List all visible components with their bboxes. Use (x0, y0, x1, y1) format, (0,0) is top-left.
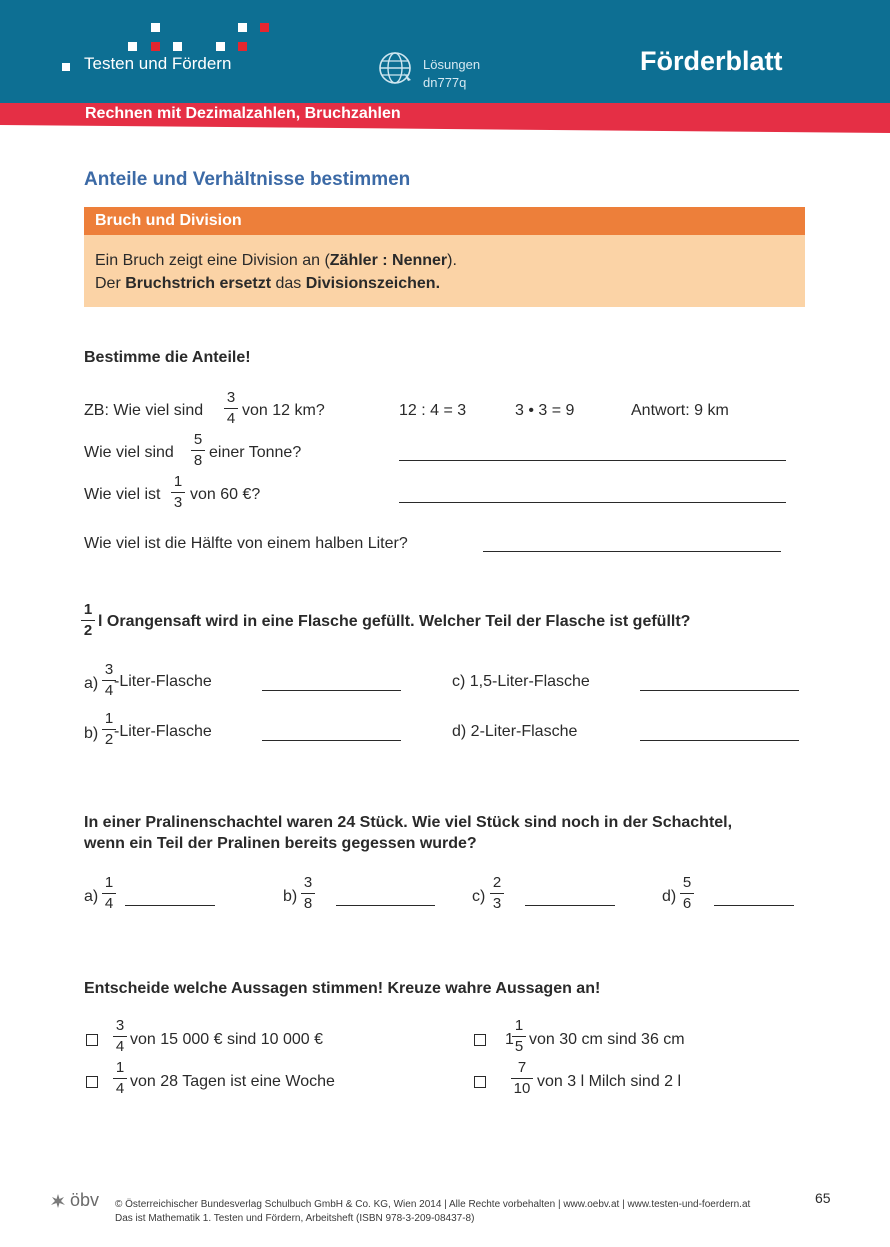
checkbox-statement-4[interactable] (474, 1076, 486, 1088)
page-number: 65 (815, 1190, 831, 1206)
globe-icon (378, 51, 414, 87)
task3-a-fraction: 1 4 (101, 875, 117, 912)
statement-1-fraction: 3 4 (112, 1018, 128, 1055)
task2-a-answer-line[interactable] (262, 690, 401, 691)
task2-heading: l Orangensaft wird in eine Flasche gefüllt. Welcher Teil der Flasche ist gefüllt? (98, 613, 691, 630)
task3-b-answer-line[interactable] (336, 905, 435, 906)
statement-1-text: von 15 000 € sind 10 000 € (130, 1031, 324, 1048)
header-bar (0, 0, 890, 103)
example-fraction: 3 4 (223, 390, 239, 427)
task2-d-answer-line[interactable] (640, 740, 799, 741)
infobox-body (84, 235, 805, 307)
publisher-logo-text: öbv (70, 1190, 100, 1210)
task2-a-text: -Liter-Flasche (114, 673, 212, 690)
task3-b-label: b) (283, 888, 298, 905)
example-calc-2: 3 • 3 = 9 (515, 402, 575, 419)
solutions-label: Lösungen (423, 57, 481, 72)
checkbox-statement-1[interactable] (86, 1034, 98, 1046)
section-title: Anteile und Verhältnisse bestimmen (84, 169, 411, 190)
answer-line-3[interactable] (483, 551, 781, 552)
example-question-pre: ZB: Wie viel sind (84, 402, 204, 419)
task3-c-label: c) (472, 888, 486, 905)
brand-name: Testen und Fördern (84, 54, 232, 73)
question-1-fraction: 5 8 (190, 432, 206, 469)
page-subtitle: Rechnen mit Dezimalzahlen, Bruchzahlen (85, 105, 401, 122)
task3-a-answer-line[interactable] (125, 905, 215, 906)
task2-c-answer-line[interactable] (640, 690, 799, 691)
footer-isbn: Das ist Mathematik 1. Testen und Fördern, Arbeitsheft (ISBN 978-3-209-08437-8) (115, 1213, 475, 1224)
example-calc-1: 12 : 4 = 3 (399, 402, 467, 419)
task2-b-text: -Liter-Flasche (114, 723, 212, 740)
task2-b-label: b) (84, 725, 99, 742)
task3-b-fraction: 3 8 (300, 875, 316, 912)
task2-a-label: a) (84, 675, 99, 692)
infobox-line-2: Der Bruchstrich ersetzt das Divisionszeichen. (95, 275, 441, 292)
example-answer: Antwort: 9 km (631, 402, 729, 419)
statement-2-text: von 28 Tagen ist eine Woche (130, 1073, 335, 1090)
checkbox-statement-2[interactable] (86, 1076, 98, 1088)
question-2-fraction: 1 3 (170, 474, 186, 511)
task3-heading-line-2: wenn ein Teil der Pralinen bereits gegessen wurde? (84, 835, 477, 852)
solutions-link[interactable] (423, 56, 480, 92)
statement-4-text: von 3 l Milch sind 2 l (537, 1073, 682, 1090)
footer-copyright: © Österreichischer Bundesverlag Schulbuch GmbH & Co. KG, Wien 2014 | Alle Rechte vorbehalten | www.oebv.at | www.testen-und-foerdern.at (115, 1199, 751, 1210)
task3-a-label: a) (84, 888, 99, 905)
question-2-post: von 60 €? (190, 486, 261, 503)
task1-heading: Bestimme die Anteile! (84, 349, 251, 366)
checkbox-statement-3[interactable] (474, 1034, 486, 1046)
task3-d-label: d) (662, 888, 677, 905)
task2-c: c) 1,5-Liter-Flasche (452, 673, 590, 690)
oebv-logo-icon (48, 1193, 68, 1209)
example-question-post: von 12 km? (242, 402, 325, 419)
task3-d-answer-line[interactable] (714, 905, 794, 906)
task2-b-answer-line[interactable] (262, 740, 401, 741)
task3-heading-line-1: In einer Pralinenschachtel waren 24 Stück. Wie viel Stück sind noch in der Schachtel, (84, 814, 733, 831)
infobox-title: Bruch und Division (95, 212, 242, 229)
answer-line-1[interactable] (399, 460, 786, 461)
statement-3-fraction: 1 5 (511, 1018, 527, 1055)
statement-3-text: von 30 cm sind 36 cm (529, 1031, 685, 1048)
infobox-header (84, 207, 805, 235)
question-1-pre: Wie viel sind (84, 444, 174, 461)
task2-fraction: 1 2 (80, 602, 96, 639)
answer-line-2[interactable] (399, 502, 786, 503)
task2-a-fraction: 3 4 (101, 662, 117, 699)
question-3: Wie viel ist die Hälfte von einem halben Liter? (84, 535, 408, 552)
statement-2-fraction: 1 4 (112, 1060, 128, 1097)
page-title: Förderblatt (640, 46, 783, 76)
task3-c-answer-line[interactable] (525, 905, 615, 906)
statement-3-whole: 1 (505, 1031, 514, 1048)
task3-c-fraction: 2 3 (489, 875, 505, 912)
task4-heading: Entscheide welche Aussagen stimmen! Kreuze wahre Aussagen an! (84, 980, 601, 997)
task2-b-fraction: 1 2 (101, 711, 117, 748)
solutions-code: dn777q (423, 75, 467, 90)
question-1-post: einer Tonne? (209, 444, 302, 461)
task2-d: d) 2-Liter-Flasche (452, 723, 578, 740)
question-2-pre: Wie viel ist (84, 486, 161, 503)
task3-d-fraction: 5 6 (679, 875, 695, 912)
statement-4-fraction: 7 10 (510, 1060, 534, 1097)
infobox-line-1: Ein Bruch zeigt eine Division an (Zähler : Nenner). (95, 252, 457, 269)
